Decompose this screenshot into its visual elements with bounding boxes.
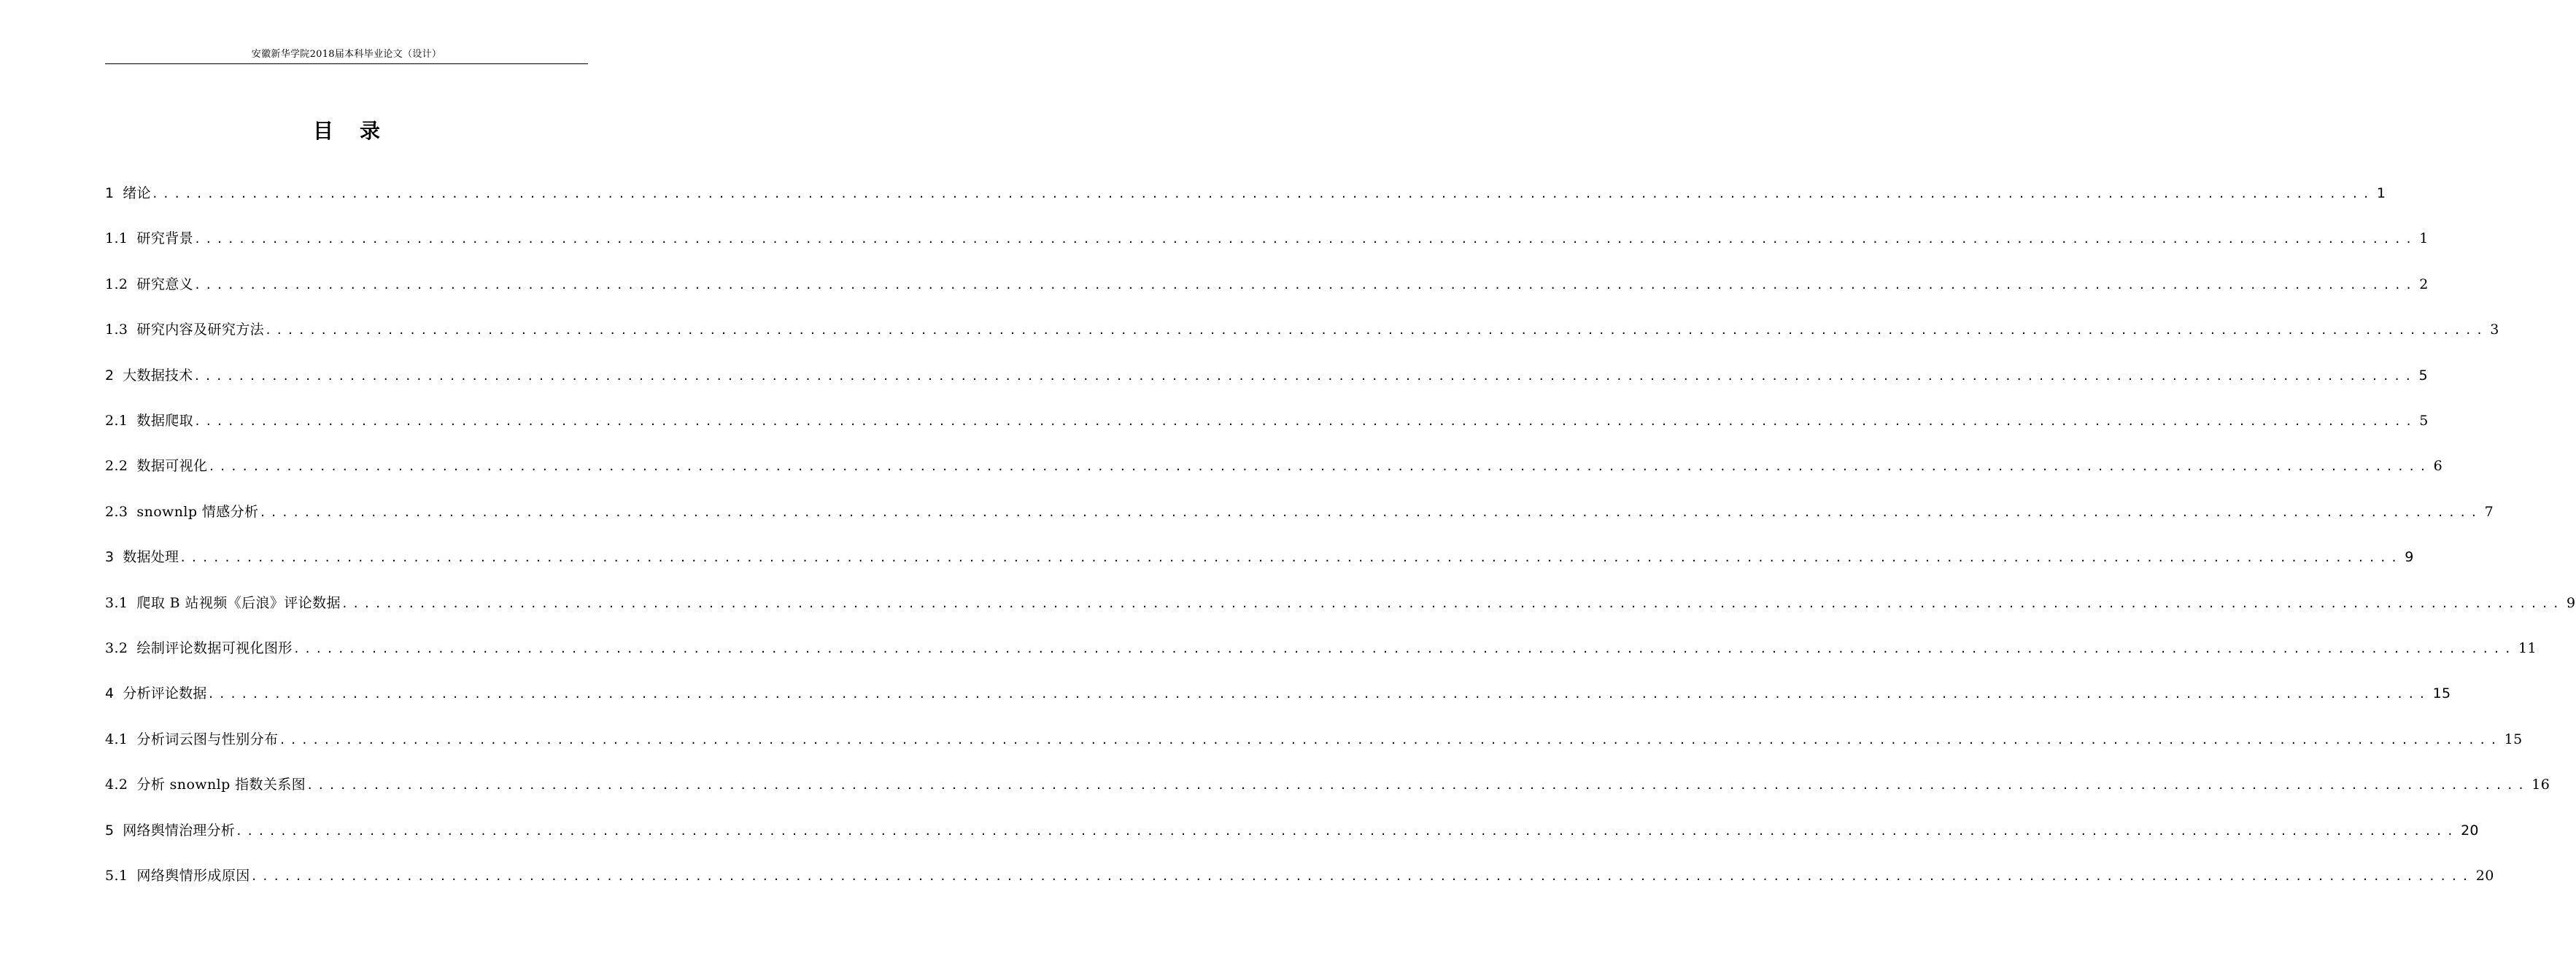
toc-entry-number: 4.1: [105, 731, 128, 747]
toc-entry[interactable]: [105, 319, 2499, 341]
toc-dot-leader: ........................................................................................................................................................................................................: [151, 187, 2374, 201]
toc-entry-number: 1.2: [105, 276, 128, 292]
toc-entry-label: 研究意义: [136, 276, 194, 292]
toc-entry-page-number: 3: [2490, 322, 2499, 338]
header-rule: [105, 63, 588, 64]
toc-entry[interactable]: [105, 820, 2479, 841]
toc-dot-leader: ........................................................................................................................................................................................................: [194, 415, 2417, 428]
toc-entry[interactable]: [105, 774, 2550, 796]
toc-entry[interactable]: [105, 728, 2523, 750]
toc-entry[interactable]: [105, 501, 2494, 523]
toc-dot-leader: ........................................................................................................................................................................................................: [193, 369, 2416, 383]
toc-entry[interactable]: [105, 865, 2494, 887]
toc-entry[interactable]: [105, 410, 2429, 432]
toc-entry-label: 绘制评论数据可视化图形: [136, 640, 293, 656]
toc-entry-number: 3.2: [105, 640, 128, 656]
toc-entry-label: 分析 snownlp 指数关系图: [136, 777, 306, 793]
toc-entry[interactable]: [105, 592, 2576, 614]
toc-entry-page-number: 7: [2484, 503, 2494, 520]
toc-entry[interactable]: [105, 455, 2443, 477]
toc-entry[interactable]: [105, 365, 2428, 386]
toc-entry-page-number: 20: [2475, 868, 2494, 884]
toc-entry-label: 绪论: [123, 185, 151, 201]
toc-dot-leader: ........................................................................................................................................................................................................: [194, 278, 2417, 292]
toc-entry-page-number: 9: [2405, 549, 2414, 566]
toc-entry-page-number: 11: [2518, 640, 2537, 656]
toc-entry-label: 数据爬取: [136, 413, 194, 429]
toc-entry-label: 分析词云图与性别分布: [136, 731, 279, 747]
toc-entry-page-number: 15: [2432, 685, 2451, 702]
toc-dot-leader: ........................................................................................................................................................................................................: [279, 733, 2502, 747]
toc-entry-page-number: 1: [2376, 185, 2386, 201]
toc-entry-number: 4.2: [105, 777, 128, 793]
toc-entry-label: 网络舆情治理分析: [123, 822, 235, 839]
toc-entry[interactable]: [105, 546, 2414, 568]
toc-dot-leader: ........................................................................................................................................................................................................: [208, 460, 2431, 474]
toc-dot-leader: ........................................................................................................................................................................................................: [179, 551, 2402, 565]
toc-entry-number: 1: [105, 185, 115, 201]
toc-dot-leader: ........................................................................................................................................................................................................: [293, 642, 2515, 656]
toc-entry-number: 3: [105, 549, 115, 566]
toc-dot-leader: ........................................................................................................................................................................................................: [259, 505, 2482, 519]
toc-entry-label: 大数据技术: [123, 367, 193, 384]
toc-entry-page-number: 5: [2418, 367, 2428, 384]
toc-entry-page-number: 1: [2419, 230, 2429, 247]
toc-entry-page-number: 16: [2531, 777, 2550, 793]
running-header: 安徽新华学院2018届本科毕业论文（设计）: [251, 49, 442, 60]
toc-entry[interactable]: [105, 273, 2429, 295]
toc-entry-number: 2: [105, 367, 115, 384]
toc-dot-leader: ........................................................................................................................................................................................................: [194, 233, 2417, 246]
toc-entry-number: 2.2: [105, 458, 128, 475]
toc-title: 目录: [312, 119, 406, 143]
toc-entry-label: 网络舆情形成原因: [136, 868, 250, 884]
toc-dot-leader: ........................................................................................................................................................................................................: [207, 688, 2430, 701]
toc-entry-label: 研究背景: [136, 230, 194, 247]
toc-dot-leader: ........................................................................................................................................................................................................: [306, 779, 2529, 793]
toc-entry-number: 2.1: [105, 413, 128, 429]
toc-entry-page-number: 9: [2567, 594, 2576, 611]
toc-entry[interactable]: [105, 182, 2386, 204]
toc-entry-label: 分析评论数据: [123, 685, 207, 702]
toc-entry-label: 数据处理: [123, 549, 179, 566]
toc-entry[interactable]: [105, 228, 2429, 249]
toc-entry-page-number: 6: [2433, 458, 2443, 475]
toc-entry-label: snownlp 情感分析: [136, 503, 259, 520]
toc-dot-leader: ........................................................................................................................................................................................................: [250, 870, 2473, 883]
toc-entry[interactable]: [105, 682, 2451, 704]
toc-entry-number: 2.3: [105, 503, 128, 520]
toc-entry-number: 1.1: [105, 230, 128, 247]
toc-dot-leader: ........................................................................................................................................................................................................: [265, 324, 2488, 338]
toc-entry-page-number: 5: [2419, 413, 2429, 429]
toc-entry-page-number: 15: [2504, 731, 2523, 747]
toc-entry-number: 1.3: [105, 322, 128, 338]
toc-entry-label: 爬取 B 站视频《后浪》评论数据: [136, 594, 341, 611]
toc-entry-number: 5: [105, 822, 115, 839]
toc-dot-leader: ........................................................................................................................................................................................................: [235, 824, 2459, 838]
toc-entry-page-number: 20: [2461, 822, 2479, 839]
toc-entry-number: 4: [105, 685, 115, 702]
toc-entry-number: 5.1: [105, 868, 128, 884]
toc-entry-page-number: 2: [2419, 276, 2429, 292]
toc-entry[interactable]: [105, 637, 2537, 659]
toc-entry-label: 数据可视化: [136, 458, 208, 475]
toc-entry-label: 研究内容及研究方法: [136, 322, 265, 338]
toc-dot-leader: ........................................................................................................................................................................................................: [341, 596, 2564, 610]
toc-entry-number: 3.1: [105, 594, 128, 611]
